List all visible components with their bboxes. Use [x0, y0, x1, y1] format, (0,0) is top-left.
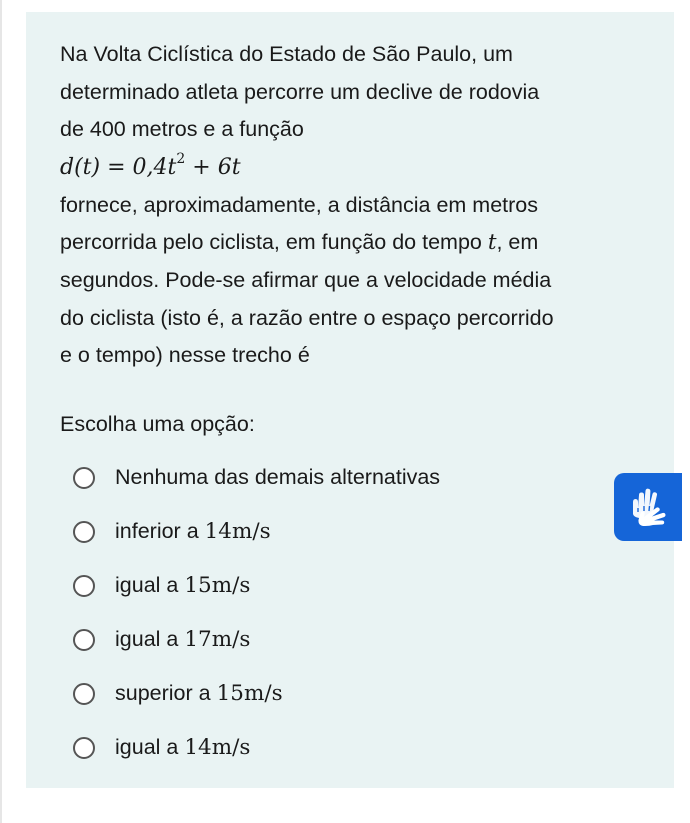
question-line: segundos. Pode-se afirmar que a velocidade média [60, 267, 552, 292]
radio-button[interactable] [73, 737, 95, 759]
question-line: e o tempo) nesse trecho é [60, 343, 310, 368]
question-line: de 400 metros e a função [60, 117, 304, 142]
radio-button[interactable] [73, 629, 95, 651]
question-line-part: percorrida pelo ciclista, em função do tempo [60, 230, 488, 255]
question-line: fornece, aproximadamente, a distância em metros [60, 192, 539, 217]
answer-option[interactable] [60, 613, 644, 667]
question-line: determinado atleta percorre um declive de rodovia [60, 79, 540, 104]
formula-lhs: d(t) [60, 154, 101, 180]
option-prefix: igual a [115, 573, 185, 598]
option-label[interactable] [115, 681, 283, 706]
radio-button[interactable] [73, 683, 95, 705]
option-prefix: igual a [115, 735, 185, 760]
question-line [60, 224, 644, 262]
question-line: do ciclista (isto é, a razão entre o espaço percorrido [60, 305, 554, 330]
option-unit: 15m/s [184, 573, 251, 599]
answer-option[interactable] [60, 505, 644, 559]
sign-language-icon [625, 484, 671, 530]
option-prefix: Nenhuma das demais alternativas [115, 465, 441, 490]
question-line-part: , em [496, 230, 539, 255]
distance-formula [60, 149, 644, 187]
option-label[interactable] [115, 519, 271, 544]
answer-option[interactable] [60, 451, 644, 505]
option-prefix: igual a [115, 627, 185, 652]
formula-term: 6t [217, 154, 241, 180]
option-unit: 14m/s [204, 519, 271, 545]
answer-options [60, 451, 644, 775]
formula-coef: 0,4t [132, 154, 177, 180]
option-unit: 17m/s [184, 627, 251, 653]
option-label[interactable] [115, 465, 440, 490]
option-prefix: inferior a [115, 519, 205, 544]
choose-option-label: Escolha uma opção: [60, 411, 255, 436]
radio-button[interactable] [73, 521, 95, 543]
option-prefix: superior a [115, 681, 217, 706]
formula-exponent: 2 [176, 151, 186, 168]
option-label[interactable] [115, 735, 250, 760]
formula-plus: + [192, 154, 211, 180]
answer-option[interactable] [60, 559, 644, 613]
question-line: Na Volta Ciclística do Estado de São Paulo, um [60, 42, 513, 66]
time-variable: t [487, 230, 497, 256]
option-unit: 14m/s [184, 735, 251, 761]
page-left-border [0, 0, 2, 823]
question-text [60, 36, 644, 375]
option-label[interactable] [115, 627, 250, 652]
option-label[interactable] [115, 573, 250, 598]
radio-button[interactable] [73, 467, 95, 489]
question-card [26, 12, 674, 788]
sign-language-widget-button[interactable] [614, 473, 682, 541]
answer-option[interactable] [60, 721, 644, 775]
radio-button[interactable] [73, 575, 95, 597]
answer-option[interactable] [60, 667, 644, 721]
formula-equals: = [107, 154, 126, 180]
option-unit: 15m/s [216, 681, 283, 707]
